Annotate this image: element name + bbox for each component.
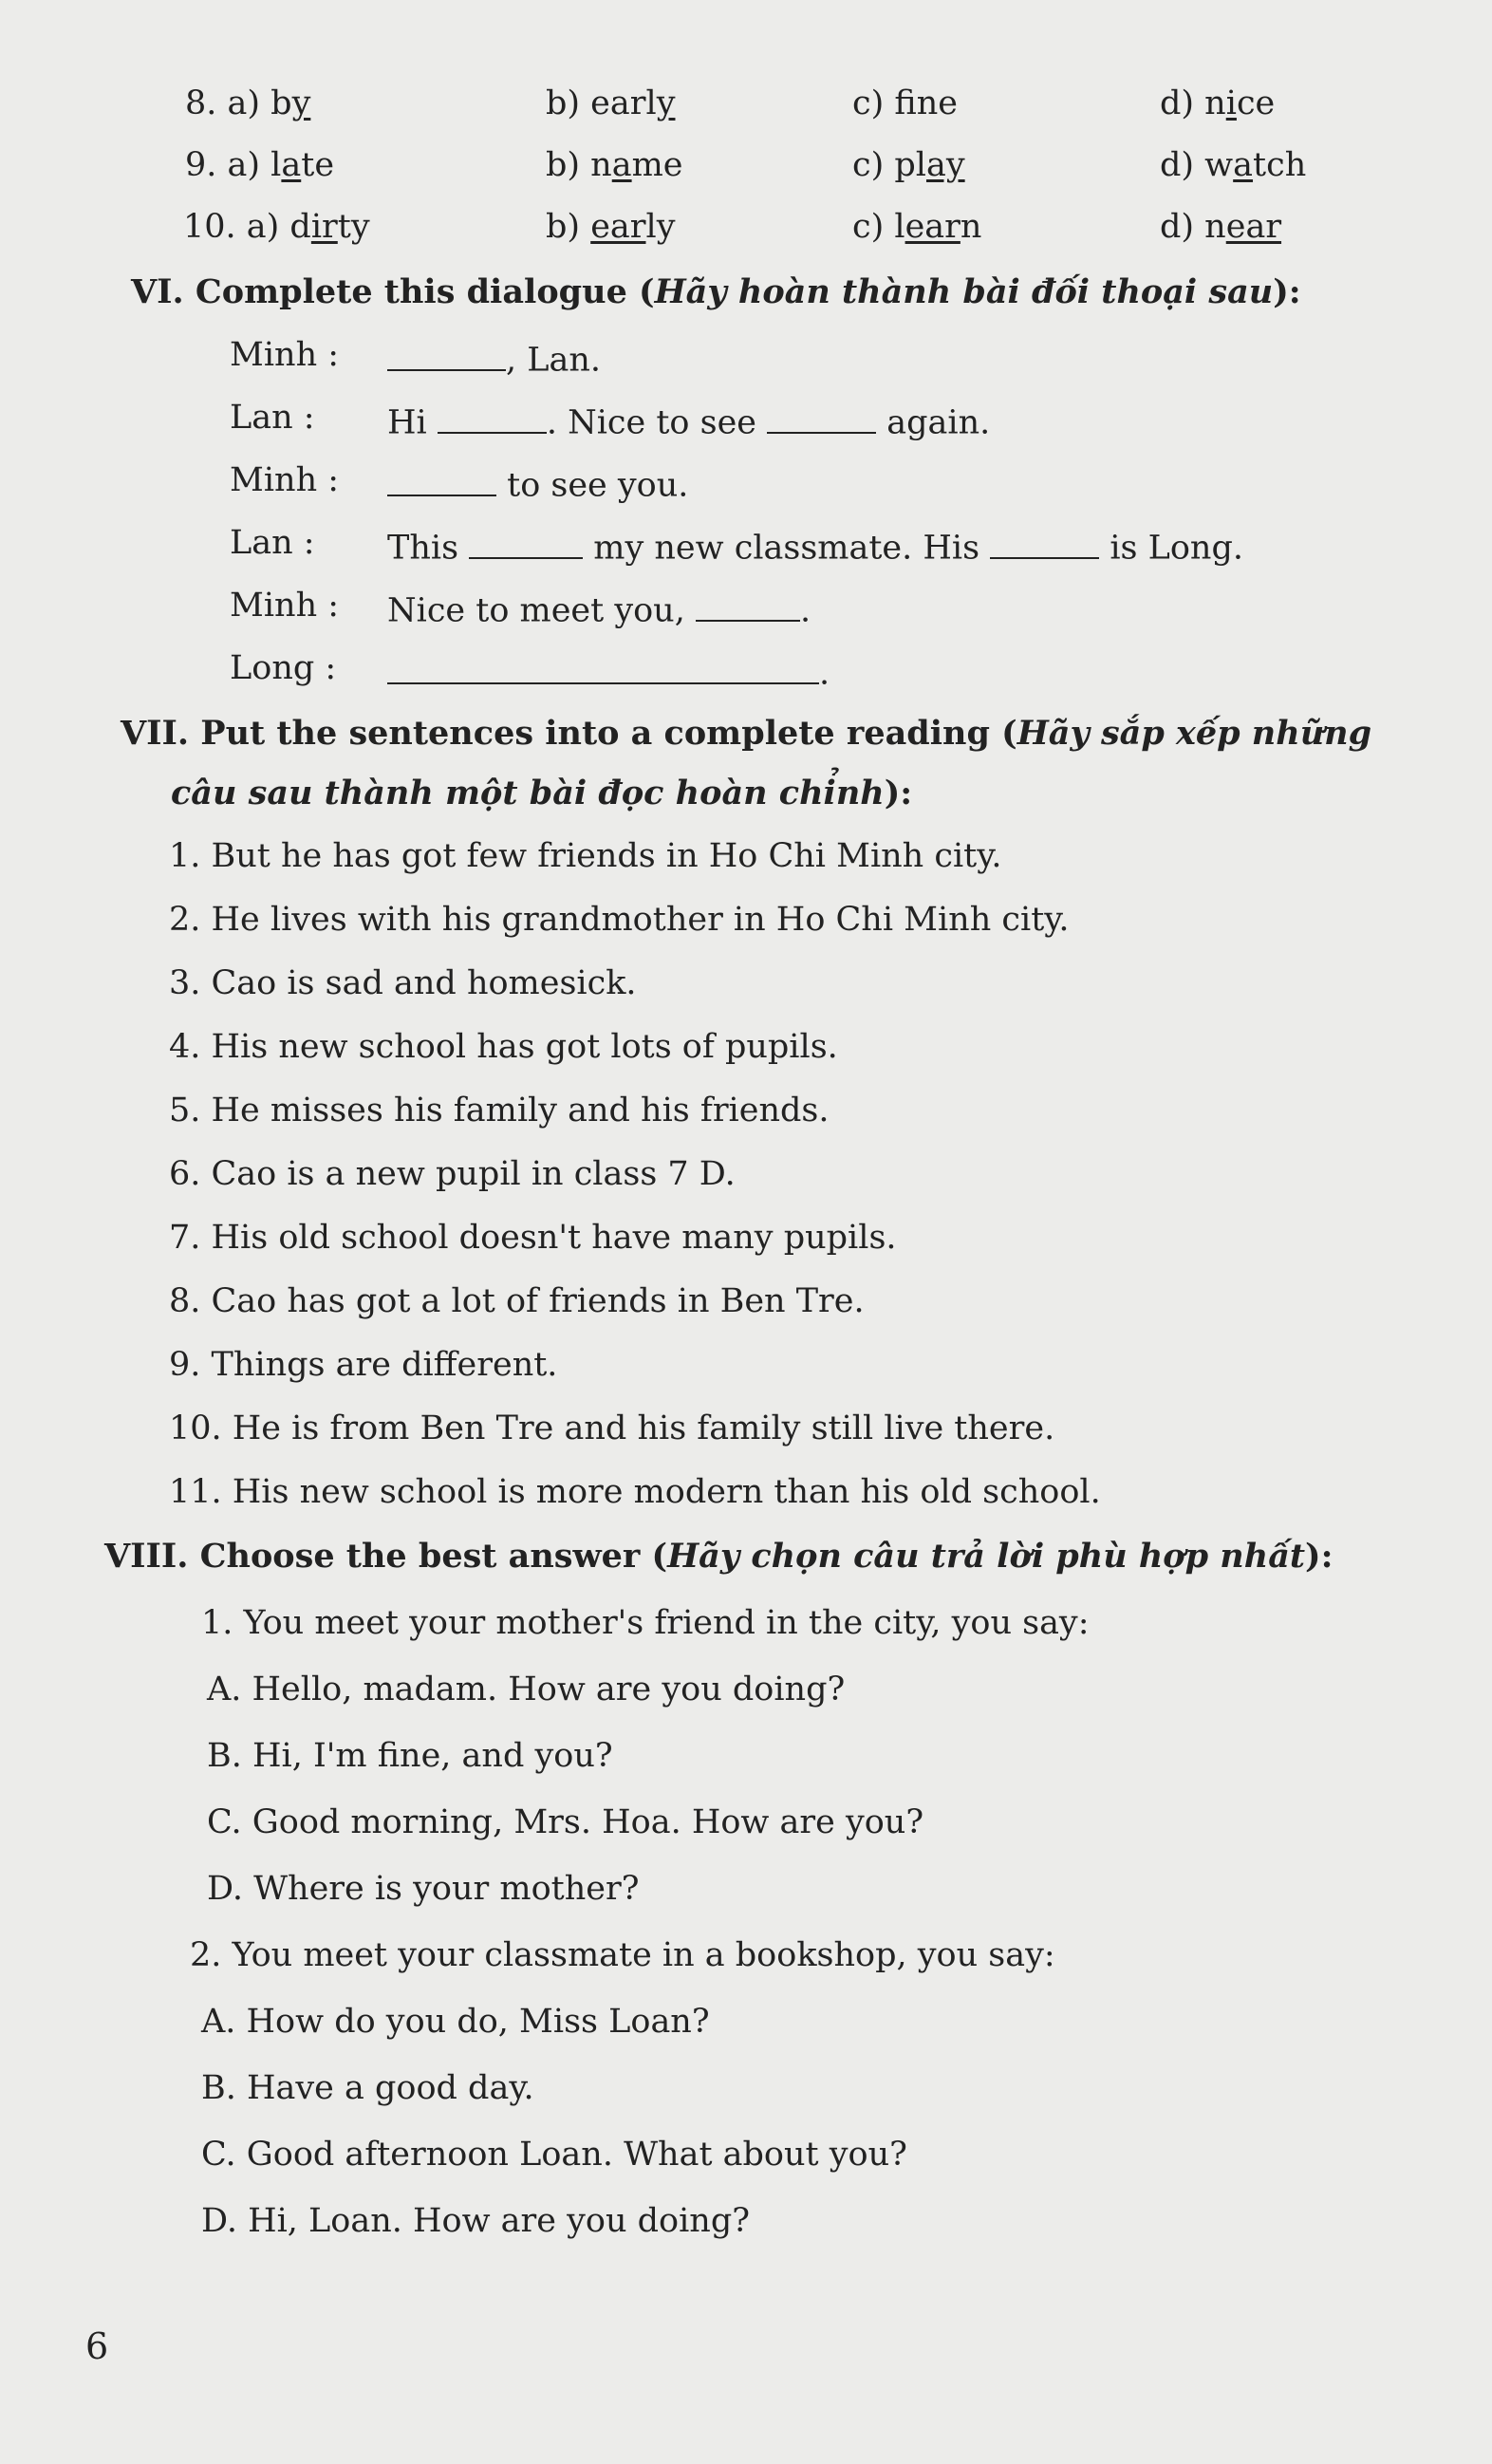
answer-option: A. Hello, madam. How are you doing? — [207, 1671, 846, 1708]
dialogue-line: . — [387, 652, 830, 691]
dialogue-speaker: Minh : — [230, 336, 340, 374]
answer-option: C. Good morning, Mrs. Hoa. How are you? — [207, 1803, 924, 1841]
option-a: 8. a) by — [185, 84, 311, 122]
dialogue-line: , Lan. — [387, 339, 601, 378]
option-c: c) learn — [852, 208, 982, 246]
option-b: b) early — [546, 84, 676, 122]
list-item: 6. Cao is a new pupil in class 7 D. — [169, 1155, 736, 1193]
dialogue-speaker: Long : — [230, 649, 337, 687]
option-b: b) early — [546, 208, 676, 246]
dialogue-line: to see you. — [387, 464, 688, 503]
option-d: d) watch — [1160, 146, 1307, 184]
list-item: 1. But he has got few friends in Ho Chi Minh city. — [169, 837, 1002, 875]
section7-heading: VII. Put the sentences into a complete reading (Hãy sắp xếp những — [121, 714, 1372, 753]
option-d: d) near — [1160, 208, 1282, 246]
list-item: 11. His new school is more modern than his old school. — [169, 1473, 1101, 1511]
dialogue-line: Hi . Nice to see again. — [387, 401, 990, 440]
dialogue-speaker: Lan : — [230, 399, 315, 437]
page-number: 6 — [85, 2325, 109, 2367]
option-b: b) name — [546, 146, 683, 184]
question-text: 1. You meet your mother's friend in the city, you say: — [201, 1604, 1090, 1642]
section8-heading: VIII. Choose the best answer (Hãy chọn câu trả lời phù hợp nhất): — [104, 1537, 1333, 1576]
question-text: 2. You meet your classmate in a bookshop, you say: — [190, 1936, 1055, 1974]
list-item: 8. Cao has got a lot of friends in Ben Tre. — [169, 1282, 865, 1320]
dialogue-speaker: Minh : — [230, 461, 340, 499]
section6-heading: VI. Complete this dialogue (Hãy hoàn thành bài đối thoại sau): — [131, 272, 1301, 311]
option-c: c) fne — [852, 84, 958, 122]
option-a: 9. a) late — [185, 146, 335, 184]
list-item: 4. His new school has got lots of pupils. — [169, 1028, 838, 1066]
list-item: 10. He is from Ben Tre and his family still live there. — [169, 1409, 1055, 1447]
answer-option: C. Good afternoon Loan. What about you? — [201, 2136, 907, 2174]
answer-option: A. How do you do, Miss Loan? — [201, 2003, 710, 2041]
list-item: 5. He misses his family and his friends. — [169, 1092, 830, 1129]
answer-option: B. Have a good day. — [201, 2069, 534, 2107]
answer-option: D. Where is your mother? — [207, 1870, 640, 1908]
answer-option: D. Hi, Loan. How are you doing? — [201, 2202, 751, 2240]
option-a: 10. a) dirty — [183, 208, 370, 246]
dialogue-speaker: Lan : — [230, 524, 315, 562]
list-item: 9. Things are different. — [169, 1346, 558, 1384]
list-item: 2. He lives with his grandmother in Ho Chi Minh city. — [169, 901, 1070, 939]
dialogue-line: Nice to meet you, . — [387, 589, 811, 628]
dialogue-speaker: Minh : — [230, 587, 340, 625]
list-item: 7. His old school doesn't have many pupils. — [169, 1219, 897, 1257]
list-item: 3. Cao is sad and homesick. — [169, 964, 637, 1002]
option-c: c) play — [852, 146, 965, 184]
section7-heading-cont: câu sau thành một bài đọc hoàn chỉnh): — [171, 774, 913, 812]
dialogue-line: This my new classmate. His is Long. — [387, 527, 1243, 566]
answer-option: B. Hi, I'm fine, and you? — [207, 1737, 613, 1775]
option-d: d) nice — [1160, 84, 1276, 122]
